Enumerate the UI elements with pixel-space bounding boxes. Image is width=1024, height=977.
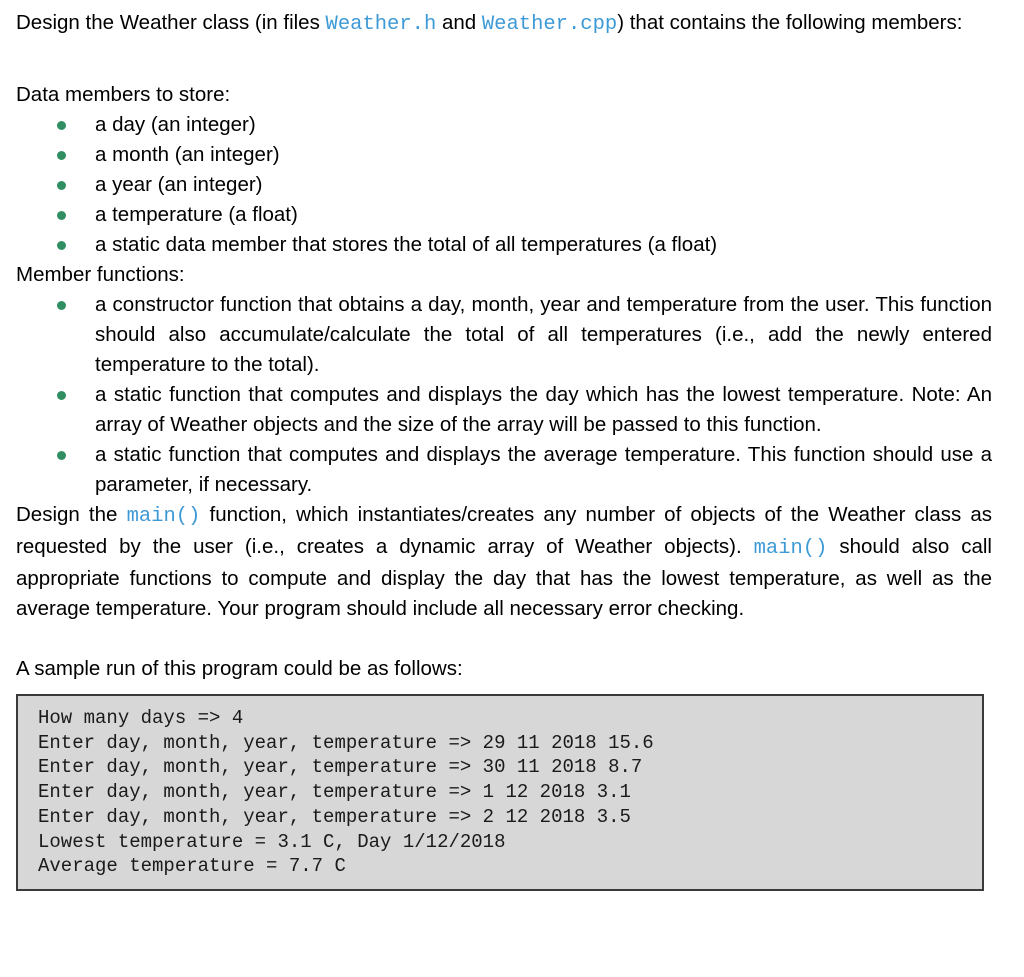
data-member-item: a day (an integer): [16, 110, 992, 140]
data-members-list: [16, 110, 992, 260]
intro-text-2: and: [436, 11, 482, 34]
intro-paragraph: [16, 8, 992, 40]
main-text-1: Design the: [16, 503, 127, 526]
weather-h-filename: Weather.h: [325, 13, 437, 36]
sample-line: Enter day, month, year, temperature => 29 11 2018 15.6: [38, 731, 654, 754]
data-member-item: a month (an integer): [16, 140, 992, 170]
main-function-paragraph: [16, 500, 992, 624]
sample-run-intro: A sample run of this program could be as follows:: [16, 657, 463, 680]
member-functions-list: [16, 290, 992, 500]
member-functions-heading: Member functions:: [16, 263, 185, 286]
member-function-item: a static function that computes and displays the day which has the lowest temperature. Note: An array of Weather objects and the size of the array will be passed to this function.: [16, 380, 992, 440]
sample-line: How many days => 4: [38, 707, 244, 729]
main-text-2: function, which instantiates/creates any number of objects of the Weather class as requested by the user (i.e., creates a dynamic array of Weather objects).: [16, 503, 993, 558]
data-member-item: a static data member that stores the total of all temperatures (a float): [16, 230, 992, 260]
data-members-heading: Data members to store:: [16, 83, 231, 106]
intro-text-1: Design the Weather class (in files: [16, 11, 326, 34]
weather-cpp-filename: Weather.cpp: [481, 13, 618, 36]
sample-run-box: [16, 694, 984, 891]
data-member-item: a year (an integer): [16, 170, 992, 200]
data-member-item: a temperature (a float): [16, 200, 992, 230]
sample-line: Enter day, month, year, temperature => 2 12 2018 3.5: [38, 805, 631, 828]
sample-line: Enter day, month, year, temperature => 1 12 2018 3.1: [38, 781, 631, 804]
sample-line: Lowest temperature = 3.1 C, Day 1/12/2018: [38, 830, 506, 853]
main-code-2: main(): [753, 537, 828, 560]
sample-line: Average temperature = 7.7 C: [38, 855, 346, 878]
main-text-3: should also call appropriate functions to compute and display the day that has the lowest temperature, as well as the average temperature. Your program should include all necessary error checking.: [16, 535, 992, 620]
member-function-item: a constructor function that obtains a day, month, year and temperature from the user. This function should also accumulate/calculate the total of all temperatures (i.e., add the newly entered temperature to the total).: [16, 290, 992, 380]
intro-text-3: ) that contains the following members:: [617, 11, 963, 34]
main-code-1: main(): [126, 505, 201, 528]
sample-line: Enter day, month, year, temperature => 30 11 2018 8.7: [38, 756, 643, 779]
member-function-item: a static function that computes and displays the average temperature. This function should use a parameter, if necessary.: [16, 440, 992, 500]
